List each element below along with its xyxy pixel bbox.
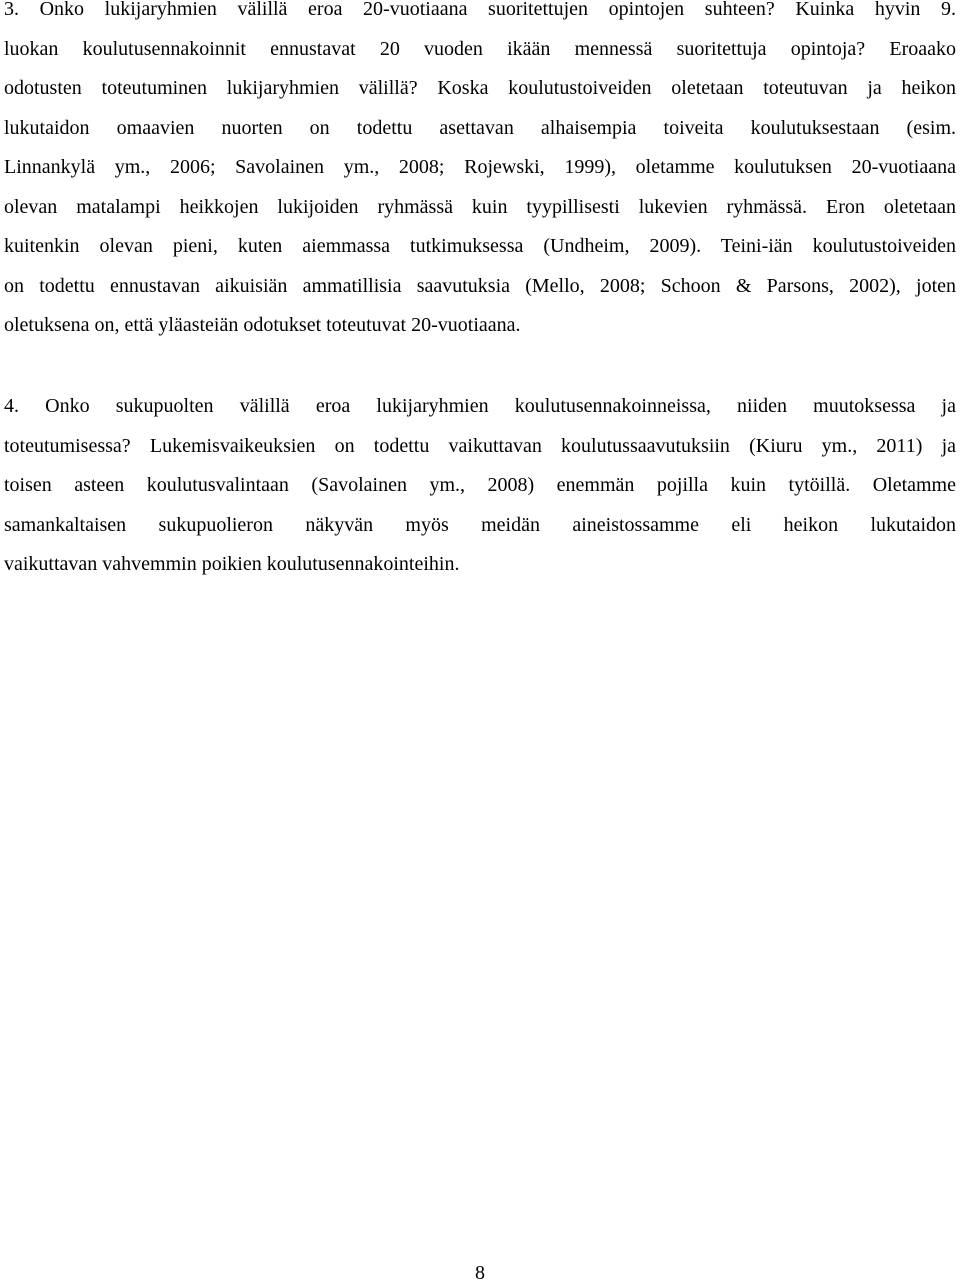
- text-line: toteutumisessa? Lukemisvaikeuksien on todettu vaikuttavan koulutussaavutuksiin (Kiuru ym., 2011) ja: [4, 434, 956, 457]
- paragraph-question-3: [4, 0, 956, 354]
- page-number: 8: [475, 1262, 485, 1284]
- text-line: samankaltaisen sukupuolieron näkyvän myös meidän aineistossamme eli heikon lukutaidon: [4, 513, 956, 536]
- text-line: olevan matalampi heikkojen lukijoiden ryhmässä kuin tyypillisesti lukevien ryhmässä. Eron oletetaan: [4, 195, 956, 218]
- text-line: on todettu ennustavan aikuisiän ammatillisia saavutuksia (Mello, 2008; Schoon & Parsons, 2002), joten: [4, 274, 956, 297]
- text-line: Linnankylä ym., 2006; Savolainen ym., 2008; Rojewski, 1999), oletamme koulutuksen 20-vuotiaana: [4, 156, 956, 178]
- text-line: toisen asteen koulutusvalintaan (Savolainen ym., 2008) enemmän pojilla kuin tytöillä. Oletamme: [4, 474, 956, 496]
- text-line: 3. Onko lukijaryhmien välillä eroa 20-vuotiaana suoritettujen opintojen suhteen? Kuinka hyvin 9.: [4, 0, 956, 20]
- paragraph-question-4: [4, 395, 956, 593]
- text-line: oletuksena on, että yläasteiän odotukset toteutuvat 20-vuotiaana.: [4, 314, 521, 336]
- text-line: odotusten toteutuminen lukijaryhmien välillä? Koska koulutustoiveiden oletetaan toteutuvan ja heikon: [4, 77, 956, 99]
- text-line: kuitenkin olevan pieni, kuten aiemmassa tutkimuksessa (Undheim, 2009). Teini-iän koulutustoiveiden: [4, 235, 956, 257]
- text-line: luokan koulutusennakoinnit ennustavat 20 vuoden ikään mennessä suoritettuja opintoja? Eroaako: [4, 37, 956, 60]
- text-line: vaikuttavan vahvemmin poikien koulutusennakointeihin.: [4, 553, 460, 575]
- text-line: lukutaidon omaavien nuorten on todettu asettavan alhaisempia toiveita koulutuksestaan (esim.: [4, 116, 956, 139]
- text-line: 4. Onko sukupuolten välillä eroa lukijaryhmien koulutusennakoinneissa, niiden muutoksessa ja: [4, 395, 956, 417]
